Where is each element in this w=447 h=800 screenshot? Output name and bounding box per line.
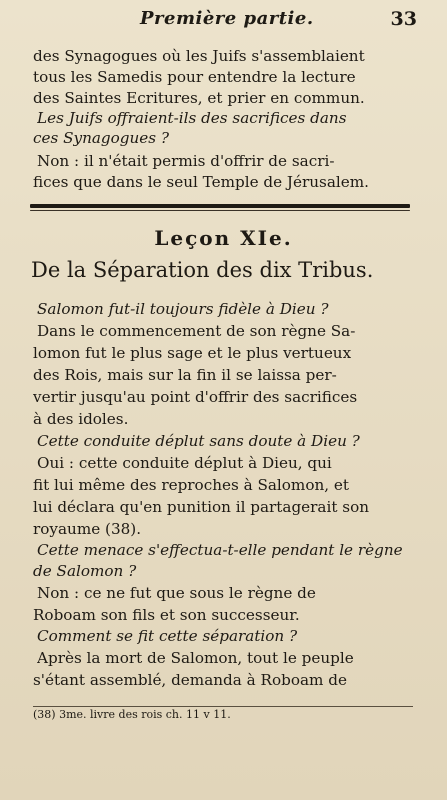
answer-line: Non : ce ne fut que sous le règne de — [37, 584, 316, 602]
answer-line: lomon fut le plus sage et le plus vertueux — [33, 344, 352, 362]
answer-line: royaume (38). — [33, 520, 142, 538]
footnote: (38) 3me. livre des rois ch. 11 v 11. — [33, 708, 231, 721]
section-divider-thick — [30, 204, 410, 208]
answer-line: vertir jusqu'au point d'offrir des sacrifices — [33, 388, 358, 406]
question-line: Comment se fit cette séparation ? — [37, 627, 298, 645]
running-head — [0, 8, 447, 32]
answer-line: Après la mort de Salomon, tout le peuple — [37, 649, 354, 667]
text-line: des Saintes Ecritures, et prier en commun. — [33, 89, 365, 107]
answer-line: Roboam son fils et son successeur. — [33, 606, 300, 624]
answer-line: fices que dans le seul Temple de Jérusalem. — [33, 173, 369, 191]
question-line: Salomon fut-il toujours fidèle à Dieu ? — [37, 300, 329, 318]
page-number: 33 — [390, 8, 417, 30]
question-line: Les Juifs offraient-ils des sacrifices dans — [37, 109, 347, 127]
lesson-title: De la Séparation des dix Tribus. — [31, 258, 374, 282]
answer-line: à des idoles. — [33, 410, 129, 428]
lesson-heading: Leçon XIe. — [154, 226, 293, 250]
answer-line: s'étant assemblé, demanda à Roboam de — [33, 671, 347, 689]
answer-line: des Rois, mais sur la fin il se laissa per- — [33, 366, 337, 384]
answer-line: Non : il n'était permis d'offrir de sacri- — [37, 152, 335, 170]
text-line: des Synagogues où les Juifs s'assemblaient — [33, 47, 365, 65]
question-line: ces Synagogues ? — [33, 129, 170, 147]
question-line: Cette conduite déplut sans doute à Dieu ? — [37, 432, 360, 450]
answer-line: Oui : cette conduite déplut à Dieu, qui — [37, 454, 332, 472]
question-line: de Salomon ? — [33, 562, 137, 580]
text-line: tous les Samedis pour entendre la lecture — [33, 68, 356, 86]
answer-line: fit lui même des reproches à Salomon, et — [33, 476, 350, 494]
section-divider-thin — [30, 210, 410, 211]
answer-line: Dans le commencement de son règne Sa- — [37, 322, 356, 340]
answer-line: lui déclara qu'en punition il partagerait son — [33, 498, 369, 516]
question-line: Cette menace s'effectua-t-elle pendant le règne — [37, 541, 403, 559]
running-head-title: Première partie. — [140, 8, 314, 29]
footnote-rule — [33, 706, 413, 707]
